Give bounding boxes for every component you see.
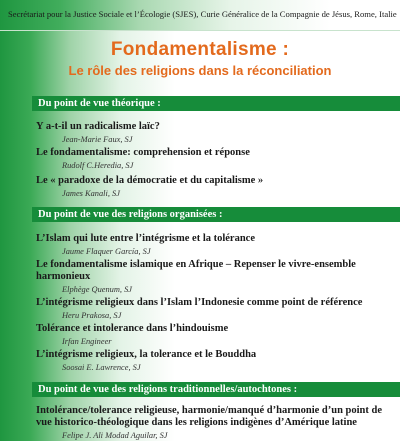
entry-title: Tolérance et intolerance dans l’hindouisme (36, 323, 229, 334)
section-heading-theoretical: Du point de vue théorique : (32, 96, 400, 111)
header-band (0, 0, 400, 31)
entry-title: Le « paradoxe de la démocratie et du capitalisme » (36, 175, 264, 186)
section-heading-traditional-religions: Du point de vue des religions traditionnelles/autochtones : (32, 382, 400, 397)
entry-author: Irfan Engineer (62, 337, 112, 346)
entry-title: Le fondamentalisme: comprehension et réponse (36, 147, 250, 158)
entry-title: L’intégrisme religieux, la tolerance et le Bouddha (36, 349, 257, 360)
page-subtitle: Le rôle des religions dans la réconciliation (68, 63, 332, 78)
entry-author: James Kanali, SJ (62, 189, 120, 198)
section-heading-organized-religions: Du point de vue des religions organisées : (32, 207, 400, 222)
entry-title-continued: vue historico-théologique dans les religions indigènes d’Amérique latine (36, 417, 357, 428)
entry-author: Felipe J. Ali Modad Aguilar, SJ (62, 431, 168, 440)
entry-author: Heru Prakosa, SJ (62, 311, 122, 320)
page-title: Fondamentalisme : (110, 39, 290, 60)
entry-title: Y a-t-il un radicalisme laïc? (36, 121, 160, 132)
entry-author: Rudolf C.Heredia, SJ (62, 161, 134, 170)
entry-title: L’intégrisme religieux dans l’Islam l’Indonesie comme point de référence (36, 297, 363, 308)
entry-author: Soosai E. Lawrence, SJ (62, 363, 141, 372)
header-text: Secrétariat pour la Justice Sociale et l’Écologie (SJES), Curie Généralice de la Compagnie de Jésus, Rome, Italie (8, 9, 397, 19)
entry-title: Le fondamentalisme islamique en Afrique – Repenser le vivre-ensemble (36, 259, 356, 270)
entry-title-continued: harmonieux (36, 271, 91, 282)
entry-author: Jaume Flaquer García, SJ (62, 247, 151, 256)
entry-title: Intolérance/tolerance religieuse, harmonie/manqué d’harmonie d’un point de (36, 405, 383, 416)
entry-author: Elphège Quenum, SJ (62, 285, 133, 294)
entry-author: Jean-Marie Faux, SJ (62, 135, 133, 144)
entry-title: L’Islam qui lute entre l’intégrisme et la tolérance (36, 233, 256, 244)
